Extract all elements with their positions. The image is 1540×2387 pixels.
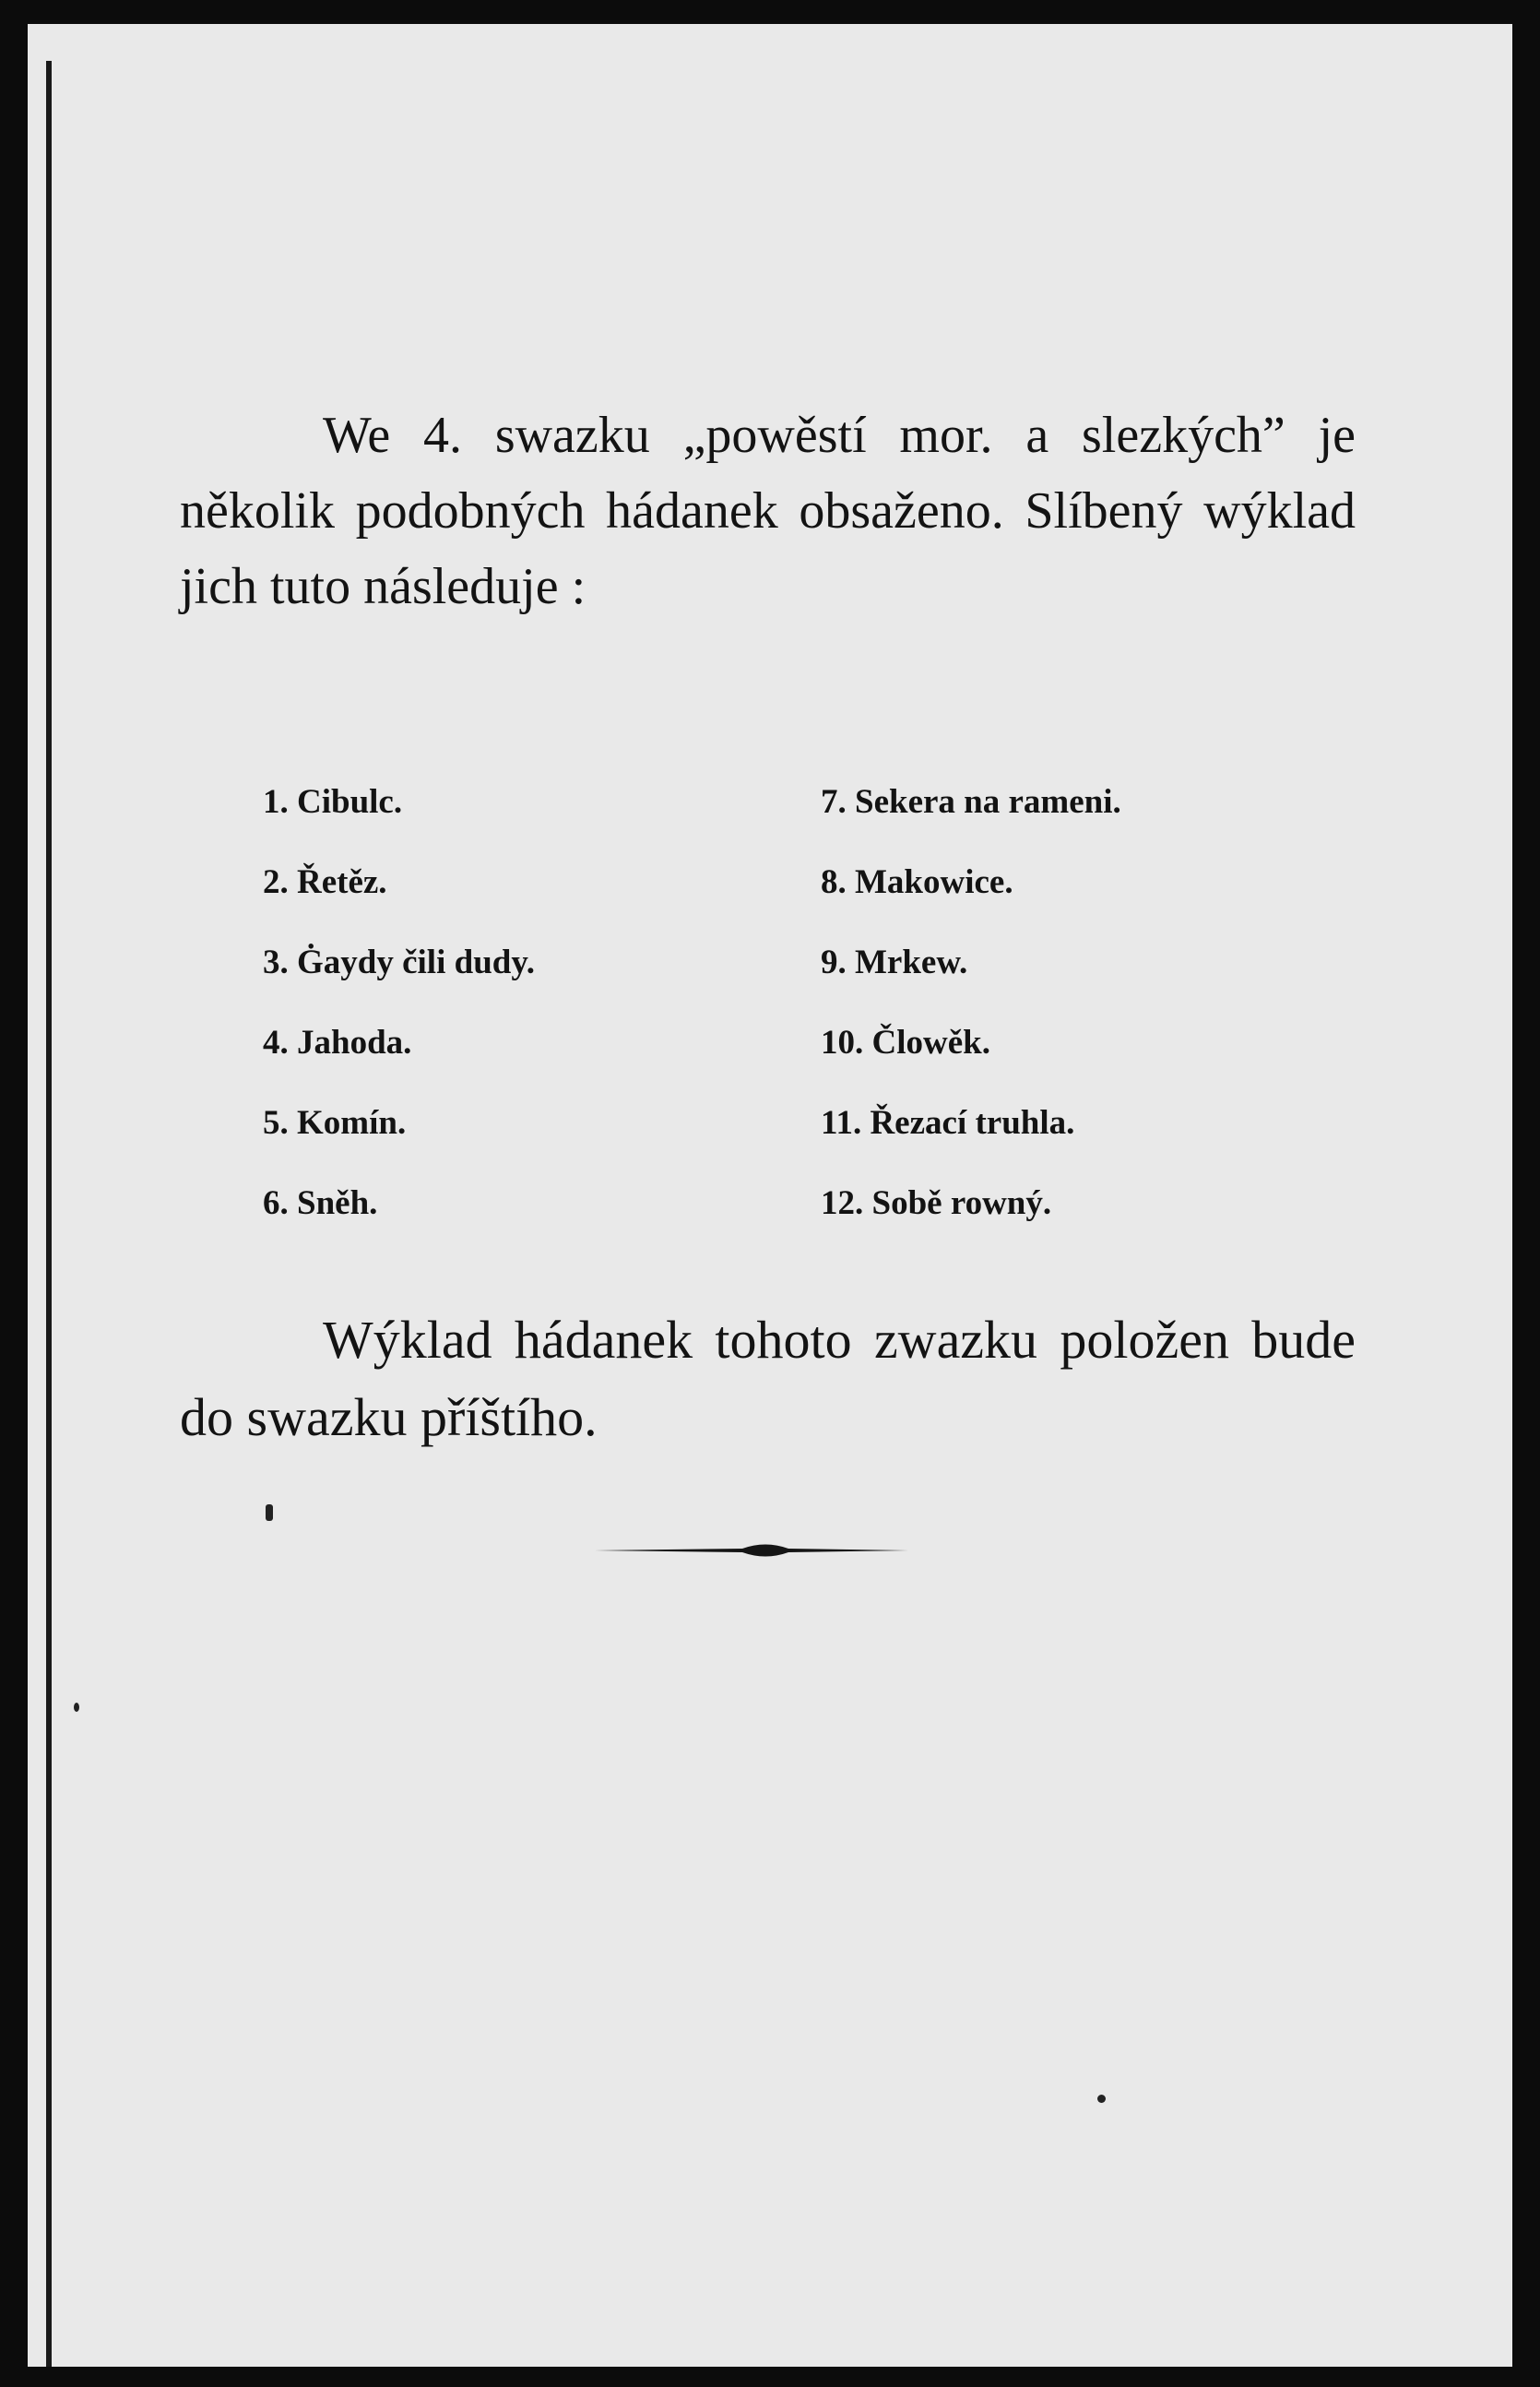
closing-paragraph: Wýklad hádanek tohoto zwazku položen bude do swazku příštího. xyxy=(180,1310,1356,1447)
list-item: 9. Mrkew. xyxy=(821,944,968,981)
list-item: 8. Makowice. xyxy=(821,863,1013,901)
decorative-rule xyxy=(595,1537,936,1564)
list-item: 10. Člowěk. xyxy=(821,1024,990,1062)
list-item: 11. Řezací truhla. xyxy=(821,1104,1075,1142)
page-binding-edge xyxy=(46,61,52,2367)
list-item: 5. Komín. xyxy=(263,1104,407,1142)
list-item: 6. Sněh. xyxy=(263,1184,378,1222)
riddle-list-left xyxy=(263,762,535,1243)
list-item: 12. Sobě rowný. xyxy=(821,1184,1052,1222)
ink-speck xyxy=(266,1504,273,1521)
list-item: 2. Řetěz. xyxy=(263,863,387,901)
list-item: 7. Sekera na rameni. xyxy=(821,783,1121,821)
ink-speck xyxy=(74,1703,79,1712)
intro-paragraph: We 4. swazku „powěstí mor. a slezkých” je několik podobných hádanek obsaženo. Slíbený wýklad jich tuto následuje : xyxy=(180,407,1356,615)
list-item: 1. Cibulc. xyxy=(263,783,403,821)
ink-speck xyxy=(1097,2095,1106,2103)
list-item: 3. Ġaydy čili dudy. xyxy=(263,944,536,981)
riddle-list-right xyxy=(821,762,1121,1243)
book-page xyxy=(28,24,1512,2367)
list-item: 4. Jahoda. xyxy=(263,1024,412,1062)
